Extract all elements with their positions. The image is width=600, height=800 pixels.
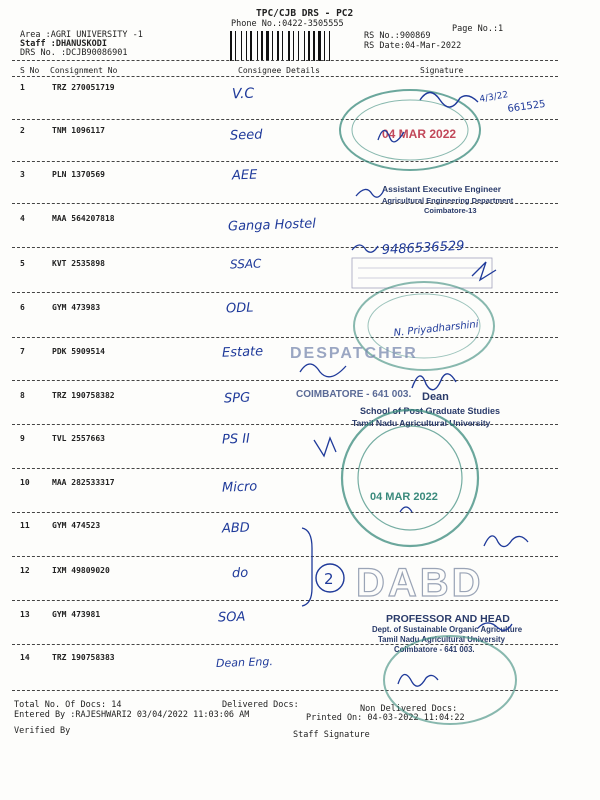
row-consignment: TRZ 190758383 — [52, 653, 115, 662]
handwritten-name: N. Priyadharshini — [393, 319, 480, 339]
divider — [12, 76, 558, 77]
stamp-line: PROFESSOR AND HEAD — [386, 613, 510, 625]
row-consignment: TNM 1096117 — [52, 126, 105, 135]
pg-studies-stamp — [352, 391, 500, 428]
stamp-line: School of Post Graduate Studies — [360, 406, 501, 416]
row-sno: 7 — [20, 347, 25, 356]
row-divider — [12, 161, 558, 162]
phone-number: Phone No.:0422-3505555 — [231, 19, 344, 29]
signature-scribble — [314, 438, 336, 456]
date-stamp: 04 MAR 2022 — [370, 491, 438, 503]
signature-scribble — [420, 93, 478, 108]
signature-scribble — [472, 262, 496, 280]
row-consignment: MAA 282533317 — [52, 478, 115, 487]
professor-head-stamp — [372, 613, 523, 654]
col-consignment: Consignment No — [50, 66, 118, 75]
row-consignment: PLN 1370569 — [52, 170, 105, 179]
circled-number: 2 — [324, 570, 334, 588]
row-consignment: MAA 564207818 — [52, 214, 115, 223]
row-divider — [12, 247, 558, 248]
round-stamp-odl — [354, 282, 494, 370]
row-divider — [12, 644, 558, 645]
row-sno: 12 — [20, 566, 30, 575]
col-consignee: Consignee Details — [238, 66, 320, 75]
col-sno: S No — [20, 66, 40, 75]
barcode — [230, 31, 356, 61]
row-consignee: do — [231, 565, 249, 582]
stamp-line: COIMBATORE - 641 003. — [296, 389, 412, 400]
row-consignee: SOA — [217, 609, 246, 626]
round-stamp-professor — [342, 410, 478, 546]
row-consignment: GYM 474523 — [52, 521, 101, 530]
row-divider — [12, 119, 558, 120]
handwritten-note: 4/3/22 — [478, 90, 510, 105]
doc-title: TPC/CJB DRS - PC2 — [256, 8, 354, 19]
row-sno: 10 — [20, 478, 30, 487]
row-consignment: TRZ 190758382 — [52, 391, 115, 400]
row-divider — [12, 600, 558, 601]
row-divider — [12, 424, 558, 425]
row-consignee: V.C — [231, 85, 255, 103]
delivered-docs: Delivered Docs: — [222, 700, 299, 710]
signature-scribble — [300, 364, 346, 377]
row-consignment: IXM 49809020 — [52, 566, 110, 575]
signature-scribble — [484, 536, 528, 547]
drs-number: DRS No. :DCJB90086901 — [20, 48, 128, 58]
stamp-line: Assistant Executive Engineer — [382, 184, 502, 194]
row-divider — [12, 203, 558, 204]
row-sno: 9 — [20, 434, 25, 443]
stamp-line: Coimbatore-13 — [424, 206, 477, 215]
staff-label: Staff :DHANUSKODI — [20, 39, 107, 49]
row-sno: 1 — [20, 83, 25, 92]
row-consignee: ODL — [225, 300, 254, 317]
row-consignment: TVL 2557663 — [52, 434, 105, 443]
row-sno: 3 — [20, 170, 25, 179]
row-sno: 6 — [20, 303, 25, 312]
soil-science-stamp — [352, 258, 492, 288]
row-consignee: Micro — [221, 479, 258, 496]
entered-by: Entered By :RAJESHWARI2 03/04/2022 11:03:06 AM — [14, 710, 250, 720]
date-stamp: 04 MAR 2022 — [382, 127, 457, 141]
row-divider — [12, 690, 558, 691]
row-consignee: Dean Eng. — [215, 655, 274, 670]
row-consignee: SSAC — [229, 256, 262, 272]
handwritten-phone: 9486536529 — [381, 238, 465, 258]
row-divider — [12, 292, 558, 293]
non-delivered-docs: Non Delivered Docs: — [360, 704, 458, 714]
row-consignee: PS II — [221, 431, 251, 448]
row-divider — [12, 337, 558, 338]
stamp-line: DESPATCHER — [290, 345, 418, 362]
signature-scribble — [412, 374, 456, 390]
stamp-line: Tamil Nadu Agricultural University — [378, 635, 505, 644]
signature-scribble — [378, 130, 404, 141]
row-consignee: Seed — [229, 127, 263, 144]
row-sno: 8 — [20, 391, 25, 400]
row-consignment: TRZ 270051719 — [52, 83, 115, 92]
area-label: Area :AGRI UNIVERSITY -1 — [20, 30, 143, 40]
round-stamp-seed-centre — [340, 90, 480, 170]
row-consignment: PDK 5909514 — [52, 347, 105, 356]
row-consignee: Estate — [221, 344, 264, 361]
circle-mark — [316, 564, 344, 592]
page-number: Page No.:1 — [452, 24, 504, 34]
row-sno: 2 — [20, 126, 25, 135]
stamp-line: Dean — [422, 391, 449, 403]
row-consignee: ABD — [221, 520, 251, 537]
dabd-stamp: DABD — [356, 561, 484, 605]
row-consignee: SPG — [223, 390, 251, 407]
rs-date: RS Date:04-Mar-2022 — [364, 41, 462, 51]
row-consignment: KVT 2535898 — [52, 259, 105, 268]
row-consignee: AEE — [231, 167, 258, 184]
despatcher-stamp — [290, 345, 418, 400]
row-consignee: Ganga Hostel — [227, 216, 317, 235]
row-sno: 4 — [20, 214, 25, 223]
row-consignment: GYM 473983 — [52, 303, 101, 312]
stamp-line: Coimbatore - 641 003. — [394, 645, 475, 654]
staff-signature-label: Staff Signature — [293, 730, 370, 740]
total-docs: Total No. Of Docs: 14 — [14, 700, 122, 710]
verified-by: Verified By — [14, 726, 71, 736]
signature-scribble — [356, 189, 384, 197]
row-sno: 13 — [20, 610, 30, 619]
signature-scribble — [398, 674, 438, 686]
printed-on: Printed On: 04-03-2022 11:04:22 — [306, 713, 465, 723]
row-divider — [12, 512, 558, 513]
signature-scribble — [478, 623, 512, 630]
row-sno: 14 — [20, 653, 30, 662]
stamp-line: Dept. of Sustainable Organic Agriculture — [372, 625, 523, 634]
row-sno: 5 — [20, 259, 25, 268]
row-consignment: GYM 473981 — [52, 610, 101, 619]
row-divider — [12, 468, 558, 469]
rs-number: RS No.:900869 — [364, 31, 431, 41]
row-sno: 11 — [20, 521, 30, 530]
stamp-line: Agricultural Engineering Department — [382, 196, 514, 205]
stamp-line: Tamil Nadu Agricultural University — [352, 418, 491, 428]
bracket-mark — [302, 528, 312, 606]
aee-stamp — [382, 184, 514, 215]
row-divider — [12, 380, 558, 381]
row-divider — [12, 556, 558, 557]
col-signature: Signature — [420, 66, 464, 75]
handwritten-note: 661525 — [506, 98, 547, 115]
divider — [12, 60, 558, 61]
